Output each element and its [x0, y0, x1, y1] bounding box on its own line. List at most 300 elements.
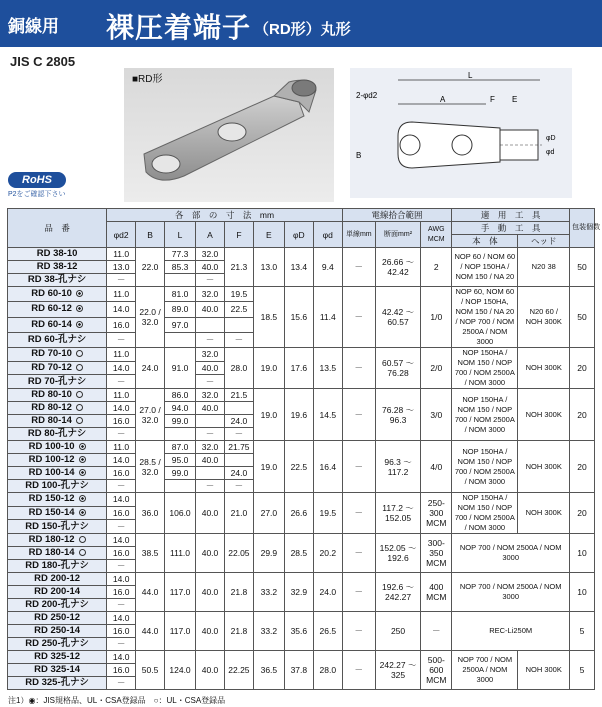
tool-head: NOH 300K	[518, 441, 570, 493]
dim-B: 44.0	[136, 573, 165, 612]
part-number	[8, 560, 107, 573]
dim-F: 21.5	[224, 389, 253, 402]
dim-E: 33.2	[253, 612, 284, 651]
dim-hole: 2-φd2	[356, 91, 378, 100]
dim-d2: 14.0	[107, 402, 136, 415]
dim-F: 21.75	[224, 441, 253, 454]
dim-awg: 4/0	[421, 441, 452, 493]
dim-E: E	[512, 95, 518, 104]
part-number-text: RD 38-孔ナシ	[27, 274, 87, 285]
col-F: F	[224, 222, 253, 248]
part-number	[8, 428, 107, 441]
tool-head: NOH 300K	[518, 493, 570, 534]
pack-qty: 20	[570, 441, 595, 493]
dim-B: 27.0 / 32.0	[136, 389, 165, 441]
dim-d2: 13.0	[107, 261, 136, 274]
dim-d2: 16.0	[107, 317, 136, 332]
dim-awg: 3/0	[421, 389, 452, 441]
col-body: 本 体	[452, 235, 518, 248]
dim-A: －	[196, 274, 225, 287]
dim-E: 29.9	[253, 534, 284, 573]
part-number-text: RD 200-孔ナシ	[25, 599, 89, 610]
part-number-text: RD 80-10	[31, 389, 72, 400]
jis-standard: JIS C 2805	[10, 54, 76, 69]
part-number-text: RD 325-12	[34, 651, 81, 662]
dim-d2: 11.0	[107, 348, 136, 362]
tool-body: NOP 60, NOM 60 / NOP 150HA, NOM 150 / NA 20 / NOP 700 / NOM 2500A / NOM 3000	[452, 287, 518, 348]
header-kind: 銅線用	[8, 17, 59, 36]
dim-F: 21.8	[224, 612, 253, 651]
part-number-text: RD 180-孔ナシ	[25, 560, 89, 571]
header-title: 裸圧着端子	[106, 12, 252, 43]
rohs-mark	[8, 172, 66, 199]
part-number-text: RD 60-10	[31, 288, 72, 300]
part-number-text: RD 38-10	[36, 248, 78, 259]
dim-F: －	[224, 332, 253, 347]
dim-L	[165, 274, 196, 287]
dim-d2: 11.0	[107, 248, 136, 261]
ul-csa-mark-icon	[79, 536, 86, 543]
dim-L: 117.0	[165, 612, 196, 651]
ul-csa-mark-icon	[76, 350, 83, 357]
tool-body: NOP 150HA / NOM 150 / NOP 700 / NOM 2500A / NOM 3000	[452, 441, 518, 493]
ul-csa-mark-icon	[76, 364, 83, 371]
dim-F: 22.05	[224, 534, 253, 573]
part-number	[8, 467, 107, 480]
dim-area: 242.27 ～ 325	[375, 651, 420, 690]
dim-A: －	[196, 428, 225, 441]
pack-qty: 10	[570, 534, 595, 573]
dim-E: 19.0	[253, 348, 284, 389]
tool-head: N20 60 / NOH 300K	[518, 287, 570, 348]
dim-D: 37.8	[284, 651, 313, 690]
dim-F: 22.25	[224, 651, 253, 690]
dim-L: 91.0	[165, 348, 196, 389]
dim-A: 40.0	[196, 454, 225, 467]
dim-d2: 11.0	[107, 389, 136, 402]
dim-A: 40.0	[196, 651, 225, 690]
part-number	[8, 612, 107, 625]
ul-csa-mark-icon	[79, 549, 86, 556]
dim-solid: －	[342, 573, 375, 612]
part-number	[8, 586, 107, 599]
dim-B: 28.5 / 32.0	[136, 441, 165, 493]
dim-d2: －	[107, 520, 136, 534]
jis-ul-csa-mark-icon	[76, 321, 83, 328]
part-number	[8, 638, 107, 651]
part-number-text: RD 80-12	[31, 402, 72, 413]
col-E: E	[253, 222, 284, 248]
tool-body: NOP 60 / NOM 60 / NOP 150HA / NOM 150 / NA 20	[452, 248, 518, 287]
dim-d2: 14.0	[107, 493, 136, 507]
dim-d: 20.2	[313, 534, 342, 573]
part-number-text: RD 150-14	[28, 506, 75, 518]
part-number	[8, 599, 107, 612]
terminal-drawing	[350, 68, 572, 198]
col-tools-sub: 手 動 工 具	[452, 222, 570, 235]
dim-F: －	[224, 428, 253, 441]
dim-d: 24.0	[313, 573, 342, 612]
dim-F	[224, 454, 253, 467]
part-number-text: RD 70-10	[31, 348, 72, 360]
part-number-text: RD 38-12	[36, 261, 78, 272]
dim-B: 44.0	[136, 612, 165, 651]
jis-ul-csa-mark-icon	[79, 456, 86, 463]
dim-solid: －	[342, 534, 375, 573]
dim-E: 27.0	[253, 493, 284, 534]
part-number-text: RD 150-12	[28, 493, 75, 505]
tool-body: REC-Li250M	[452, 612, 570, 651]
dim-d2: 14.0	[107, 573, 136, 586]
dim-B: B	[356, 151, 362, 160]
dim-D: 32.9	[284, 573, 313, 612]
part-number-text: RD 150-孔ナシ	[25, 520, 89, 532]
part-number-text: RD 60-14	[31, 318, 72, 330]
table-row	[8, 493, 595, 507]
dim-solid: －	[342, 287, 375, 348]
dim-area: 192.6 ～ 242.27	[375, 573, 420, 612]
table-row	[8, 573, 595, 586]
dim-L	[165, 480, 196, 493]
dim-F: 21.8	[224, 573, 253, 612]
part-number-text: RD 100-14	[28, 467, 75, 478]
dim-A	[196, 467, 225, 480]
part-number	[8, 625, 107, 638]
dim-d2: 14.0	[107, 361, 136, 375]
part-number	[8, 520, 107, 534]
col-A: A	[196, 222, 225, 248]
dim-A: 32.0	[196, 248, 225, 261]
pack-qty: 5	[570, 651, 595, 690]
dim-d2: 16.0	[107, 547, 136, 560]
dim-d: 11.4	[313, 287, 342, 348]
dim-solid: －	[342, 493, 375, 534]
dim-A: A	[440, 95, 446, 104]
part-number-text: RD 325-14	[34, 664, 81, 675]
part-number	[8, 274, 107, 287]
dim-d: 28.0	[313, 651, 342, 690]
part-number	[8, 287, 107, 302]
dim-d2: －	[107, 677, 136, 690]
part-number	[8, 389, 107, 402]
part-number	[8, 302, 107, 317]
dim-area: 117.2 ～ 152.05	[375, 493, 420, 534]
part-number	[8, 493, 107, 507]
dim-awg: 250- 300 MCM	[421, 493, 452, 534]
tool-body: NOP 150HA / NOM 150 / NOP 700 / NOM 2500A / NOM 3000	[452, 348, 518, 389]
col-d2: φd2	[107, 222, 136, 248]
dim-L: L	[468, 71, 473, 80]
part-number-text: RD 80-孔ナシ	[27, 428, 87, 439]
part-number	[8, 506, 107, 520]
table-row	[8, 651, 595, 664]
dim-F: －	[224, 480, 253, 493]
ul-csa-mark-icon	[76, 417, 83, 424]
dim-A: 32.0	[196, 389, 225, 402]
dim-d2: －	[107, 274, 136, 287]
dim-area: 42.42 ～ 60.57	[375, 287, 420, 348]
dim-D: φD	[546, 135, 556, 142]
col-wire: 電線拾合範囲	[342, 209, 452, 222]
photo-caption: ■RD形	[132, 74, 163, 85]
part-number-text: RD 250-14	[34, 625, 81, 636]
part-number	[8, 547, 107, 560]
dim-d: φd	[546, 149, 555, 156]
dim-F: 28.0	[224, 348, 253, 389]
dim-D: 13.4	[284, 248, 313, 287]
dim-d2: －	[107, 480, 136, 493]
dim-L: 94.0	[165, 402, 196, 415]
dim-d2: 16.0	[107, 625, 136, 638]
col-area: 断面mm²	[375, 222, 420, 248]
tool-body: NOP 700 / NOM 2500A / NOM 3000	[452, 651, 518, 690]
part-number-text: RD 100-孔ナシ	[25, 480, 89, 491]
dim-d2: －	[107, 599, 136, 612]
dim-D: 17.6	[284, 348, 313, 389]
dim-area: 250	[375, 612, 420, 651]
table-row	[8, 441, 595, 454]
table-row	[8, 389, 595, 402]
pack-qty: 50	[570, 248, 595, 287]
dim-d: 19.5	[313, 493, 342, 534]
dim-B: 22.0 / 32.0	[136, 287, 165, 348]
part-number	[8, 317, 107, 332]
dim-E: 13.0	[253, 248, 284, 287]
dim-B: 22.0	[136, 248, 165, 287]
dim-E: 19.0	[253, 441, 284, 493]
dim-d: 26.5	[313, 612, 342, 651]
rohs-note: P2をご確認下さい	[8, 191, 66, 198]
dim-F: 22.5	[224, 302, 253, 317]
table-row	[8, 348, 595, 362]
dim-d: 14.5	[313, 389, 342, 441]
dim-A: 40.0	[196, 573, 225, 612]
dim-A: 32.0	[196, 348, 225, 362]
col-B: B	[136, 222, 165, 248]
part-number	[8, 651, 107, 664]
tool-head: NOH 300K	[518, 389, 570, 441]
rohs-badge: RoHS	[8, 172, 66, 188]
spec-table	[7, 208, 601, 690]
dim-area: 76.28 ～ 96.3	[375, 389, 420, 441]
dim-B: 38.5	[136, 534, 165, 573]
dim-d: 13.5	[313, 348, 342, 389]
dim-d2: －	[107, 560, 136, 573]
dim-L: 99.0	[165, 467, 196, 480]
col-pack: 包装個数	[570, 209, 595, 248]
dim-D: 22.5	[284, 441, 313, 493]
part-number	[8, 677, 107, 690]
col-D: φD	[284, 222, 313, 248]
part-number-text: RD 100-10	[28, 441, 75, 452]
dim-area: 26.66 ～ 42.42	[375, 248, 420, 287]
part-number-text: RD 70-孔ナシ	[27, 375, 87, 387]
pack-qty: 10	[570, 573, 595, 612]
dim-d2: －	[107, 375, 136, 389]
dim-B: 36.0	[136, 493, 165, 534]
dim-L: 86.0	[165, 389, 196, 402]
dim-E: 33.2	[253, 573, 284, 612]
dim-solid: －	[342, 248, 375, 287]
dim-A: 40.0	[196, 402, 225, 415]
part-number	[8, 441, 107, 454]
dim-F: 21.0	[224, 493, 253, 534]
part-number-text: RD 250-12	[34, 612, 81, 623]
table-row	[8, 287, 595, 302]
dim-A: 40.0	[196, 302, 225, 317]
part-number-text: RD 60-12	[31, 303, 72, 315]
dim-solid: －	[342, 612, 375, 651]
dim-awg: 1/0	[421, 287, 452, 348]
part-number	[8, 332, 107, 347]
part-number	[8, 534, 107, 547]
dim-B: 50.5	[136, 651, 165, 690]
dim-F: 21.3	[224, 248, 253, 287]
tool-body: NOP 150HA / NOM 150 / NOP 700 / NOM 2500A / NOM 3000	[452, 493, 518, 534]
product-photo	[124, 68, 334, 202]
part-number-text: RD 180-12	[28, 534, 75, 545]
pack-qty: 20	[570, 493, 595, 534]
tool-head: NOH 300K	[518, 348, 570, 389]
pack-qty: 20	[570, 348, 595, 389]
tool-body: NOP 700 / NOM 2500A / NOM 3000	[452, 534, 570, 573]
part-number-text: RD 200-14	[34, 586, 81, 597]
dim-L: 89.0	[165, 302, 196, 317]
dim-A	[196, 415, 225, 428]
part-number-text: RD 180-14	[28, 547, 75, 558]
part-number-text: RD 60-孔ナシ	[27, 333, 87, 345]
dim-awg: 2	[421, 248, 452, 287]
part-number	[8, 454, 107, 467]
part-number	[8, 348, 107, 362]
dim-d2: 14.0	[107, 612, 136, 625]
col-awg: AWG MCM	[421, 222, 452, 248]
dim-A: 40.0	[196, 612, 225, 651]
jis-ul-csa-mark-icon	[79, 443, 86, 450]
header-bar	[0, 0, 602, 47]
dim-d2: 16.0	[107, 415, 136, 428]
dimension-diagram	[350, 68, 572, 198]
dim-A: 40.0	[196, 534, 225, 573]
dim-d2: 11.0	[107, 441, 136, 454]
spec-table-body	[8, 248, 595, 690]
dim-d2: －	[107, 428, 136, 441]
dim-A: 32.0	[196, 287, 225, 302]
dim-solid: －	[342, 389, 375, 441]
part-number	[8, 402, 107, 415]
part-number	[8, 261, 107, 274]
tool-head: NOH 300K	[518, 651, 570, 690]
col-d: φd	[313, 222, 342, 248]
dim-solid: －	[342, 441, 375, 493]
table-row	[8, 248, 595, 261]
dim-F	[224, 402, 253, 415]
dim-d2: －	[107, 638, 136, 651]
dim-d2: －	[107, 332, 136, 347]
col-L: L	[165, 222, 196, 248]
ul-csa-mark-icon	[76, 404, 83, 411]
dim-A: －	[196, 375, 225, 389]
dim-L: 85.3	[165, 261, 196, 274]
header-subtitle: （RD形）丸形	[254, 21, 351, 38]
part-number	[8, 415, 107, 428]
dim-L: 87.0	[165, 441, 196, 454]
dim-D: 28.5	[284, 534, 313, 573]
part-number	[8, 248, 107, 261]
dim-d2: 14.0	[107, 454, 136, 467]
part-number	[8, 361, 107, 375]
dim-E: 36.5	[253, 651, 284, 690]
col-part: 品 番	[8, 209, 107, 248]
dim-d2: 14.0	[107, 302, 136, 317]
dim-L: 124.0	[165, 651, 196, 690]
dim-awg: 2/0	[421, 348, 452, 389]
jis-ul-csa-mark-icon	[79, 509, 86, 516]
dim-L: 81.0	[165, 287, 196, 302]
part-number	[8, 573, 107, 586]
jis-ul-csa-mark-icon	[76, 290, 83, 297]
part-number-text: RD 70-12	[31, 361, 72, 373]
dim-L: 106.0	[165, 493, 196, 534]
part-number	[8, 375, 107, 389]
dim-A	[196, 317, 225, 332]
dim-F: 19.5	[224, 287, 253, 302]
jis-ul-csa-mark-icon	[79, 495, 86, 502]
dim-awg: 400 MCM	[421, 573, 452, 612]
jis-ul-csa-mark-icon	[79, 469, 86, 476]
dim-area: 96.3 ～ 117.2	[375, 441, 420, 493]
dim-L: 117.0	[165, 573, 196, 612]
dim-area: 60.57 ～ 76.28	[375, 348, 420, 389]
dim-A: 40.0	[196, 361, 225, 375]
jis-ul-csa-mark-icon	[76, 305, 83, 312]
dim-A: 40.0	[196, 261, 225, 274]
part-number-text: RD 200-12	[34, 573, 81, 584]
dim-L: 97.0	[165, 317, 196, 332]
dim-F: 24.0	[224, 415, 253, 428]
col-dims: 各 部 の 寸 法 mm	[107, 209, 343, 222]
dim-d2: 16.0	[107, 467, 136, 480]
dim-awg: 300- 350 MCM	[421, 534, 452, 573]
part-number-text: RD 250-孔ナシ	[25, 638, 89, 649]
part-number	[8, 664, 107, 677]
dim-d: 9.4	[313, 248, 342, 287]
tool-body: NOP 150HA / NOM 150 / NOP 700 / NOM 2500A / NOM 3000	[452, 389, 518, 441]
tool-body: NOP 700 / NOM 2500A / NOM 3000	[452, 573, 570, 612]
dim-F: F	[490, 95, 495, 104]
dim-A: －	[196, 480, 225, 493]
dim-A: －	[196, 332, 225, 347]
dim-d2: 14.0	[107, 651, 136, 664]
dim-d2: 11.0	[107, 287, 136, 302]
tool-head: N20 38	[518, 248, 570, 287]
dim-d2: 16.0	[107, 664, 136, 677]
pack-qty: 5	[570, 612, 595, 651]
dim-E: 18.5	[253, 287, 284, 348]
ul-csa-mark-icon	[76, 391, 83, 398]
part-number-text: RD 100-12	[28, 454, 75, 465]
dim-D: 19.6	[284, 389, 313, 441]
dim-d2: 14.0	[107, 534, 136, 547]
dim-D: 15.6	[284, 287, 313, 348]
dim-D: 35.6	[284, 612, 313, 651]
dim-L	[165, 428, 196, 441]
dim-solid: －	[342, 348, 375, 389]
footnote: 注1）◉：JIS規格品、UL・CSA登録品 ○：UL・CSA登録品	[8, 696, 226, 705]
dim-F	[224, 317, 253, 332]
part-number-text: RD 80-14	[31, 415, 72, 426]
col-solid: 単線mm	[342, 222, 375, 248]
